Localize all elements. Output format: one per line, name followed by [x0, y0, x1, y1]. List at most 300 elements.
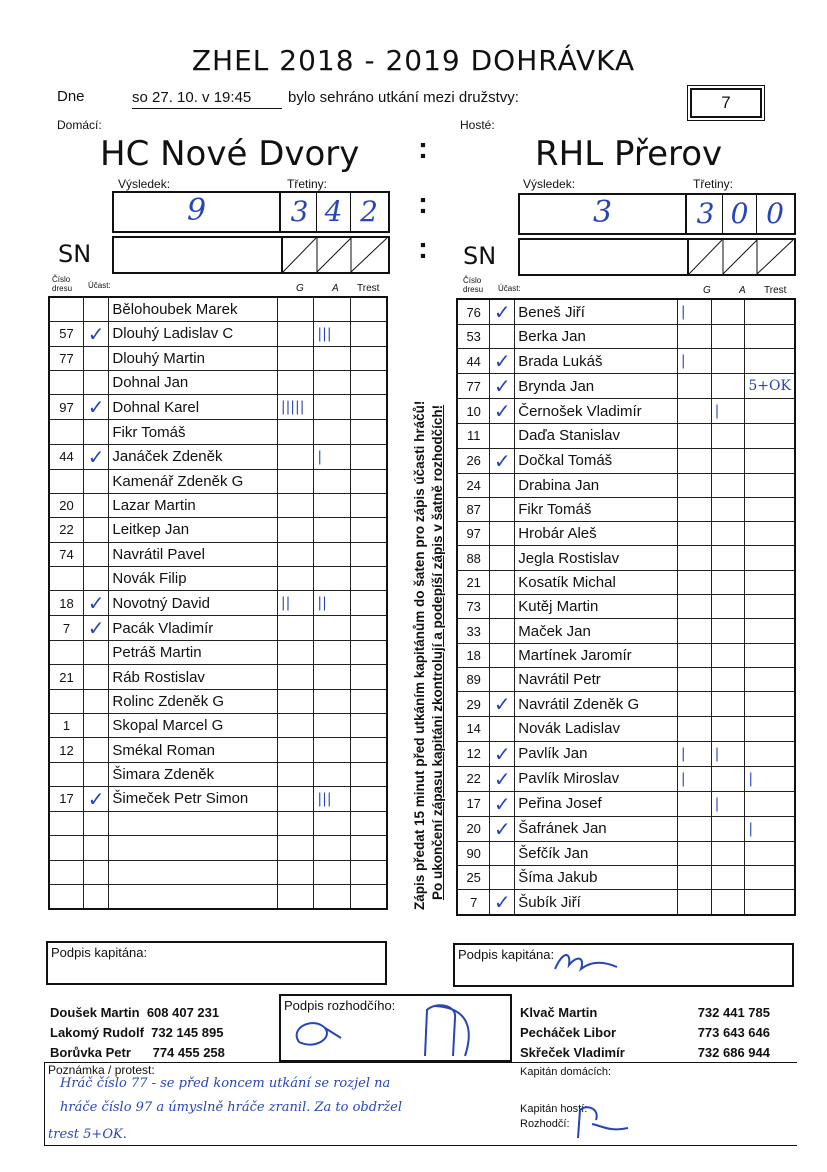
- away-captain-signature-box: [453, 943, 794, 987]
- penalty: [350, 297, 387, 321]
- assists: [711, 497, 745, 521]
- assists: [711, 890, 745, 916]
- jersey-number: 88: [457, 546, 490, 570]
- player-name: Navrátil Pavel: [109, 542, 277, 566]
- penalty: [745, 595, 795, 619]
- away-roster-row: [457, 595, 795, 619]
- away-period-3: 0: [766, 197, 784, 230]
- goals: [677, 667, 711, 691]
- home-roster-row: [49, 836, 387, 860]
- penalty: [745, 791, 795, 816]
- assists: [711, 643, 745, 667]
- jersey-number: 29: [457, 692, 490, 717]
- away-period-2: 0: [723, 195, 757, 233]
- away-periods-label: Třetiny:: [693, 177, 734, 191]
- penalty: [745, 667, 795, 691]
- attendance-mark: [84, 346, 109, 370]
- attendance-mark: [84, 762, 109, 786]
- assists: [314, 811, 351, 835]
- attendance-mark: ✓: [490, 741, 515, 766]
- player-name: Brynda Jan: [515, 374, 678, 399]
- attendance-mark: [490, 717, 515, 741]
- player-name: Novák Ladislav: [515, 717, 678, 741]
- away-roster-row: [457, 766, 795, 791]
- home-roster-row: [49, 860, 387, 884]
- away-roster-row: [457, 667, 795, 691]
- jersey-number: 21: [457, 570, 490, 594]
- goals: [677, 816, 711, 841]
- penalty: [745, 865, 795, 889]
- home-captain-signature-box: [46, 941, 387, 985]
- jersey-number: 7: [49, 616, 84, 641]
- player-name: Hrobár Aleš: [515, 522, 678, 546]
- assists: [711, 816, 745, 841]
- referee-signatures: [285, 998, 505, 1060]
- jersey-number: 90: [457, 841, 490, 865]
- penalty: [350, 738, 387, 762]
- player-name: Kutěj Martin: [515, 595, 678, 619]
- goals: [277, 542, 314, 566]
- player-name: Šimara Zdeněk: [109, 762, 277, 786]
- home-roster-row: [49, 542, 387, 566]
- home-roster-row: [49, 321, 387, 346]
- goals: ||: [277, 591, 314, 616]
- goals: [677, 717, 711, 741]
- penalty: [745, 890, 795, 916]
- home-captain-signature-label: Podpis kapitána:: [51, 945, 148, 960]
- home-roster-table: [48, 296, 388, 910]
- goals: [677, 546, 711, 570]
- penalty: [745, 349, 795, 374]
- attendance-mark: [84, 518, 109, 542]
- goals: [277, 493, 314, 517]
- jersey-number: 18: [49, 591, 84, 616]
- jersey-number: 77: [49, 346, 84, 370]
- attendance-mark: ✓: [490, 349, 515, 374]
- away-roster-row: [457, 399, 795, 424]
- home-roster-row: [49, 714, 387, 738]
- player-name: Martínek Jaromír: [515, 643, 678, 667]
- attendance-mark: [84, 371, 109, 395]
- jersey-number: 74: [49, 542, 84, 566]
- assists: [314, 542, 351, 566]
- penalty: [350, 566, 387, 590]
- home-roster-row: [49, 420, 387, 444]
- contact-row: Lakomý Rudolf 732 145 895: [50, 1025, 224, 1040]
- player-name: Kamenář Zdeněk G: [109, 469, 277, 493]
- penalty: |: [745, 766, 795, 791]
- penalty: [350, 469, 387, 493]
- assists: [314, 689, 351, 713]
- penalty: [350, 884, 387, 908]
- jersey-number: [49, 297, 84, 321]
- penalty: [350, 665, 387, 689]
- assists: [711, 717, 745, 741]
- notes-line-2: hráče číslo 97 a úmyslně hráče zranil. Za to obdržel: [60, 1100, 402, 1115]
- notes-label: Poznámka / protest:: [48, 1063, 155, 1077]
- attendance-mark: ✓: [490, 692, 515, 717]
- penalty: [350, 836, 387, 860]
- penalty: [745, 497, 795, 521]
- player-name: [109, 811, 277, 835]
- away-roster-row: [457, 890, 795, 916]
- penalty: [745, 692, 795, 717]
- separator-colon: :: [418, 232, 428, 265]
- away-score: 3: [592, 195, 613, 230]
- attendance-mark: [84, 469, 109, 493]
- penalty: [350, 714, 387, 738]
- assists: [711, 424, 745, 448]
- penalty: [350, 689, 387, 713]
- player-name: Navrátil Petr: [515, 667, 678, 691]
- jersey-number: [49, 420, 84, 444]
- assists: |: [711, 791, 745, 816]
- attendance-mark: ✓: [84, 591, 109, 616]
- home-roster-row: [49, 346, 387, 370]
- penalty: [350, 371, 387, 395]
- home-roster-row: [49, 591, 387, 616]
- home-roster-row: [49, 786, 387, 811]
- penalty: [745, 717, 795, 741]
- player-name: Novotný David: [109, 591, 277, 616]
- home-col-number: Číslo dresu: [52, 275, 73, 293]
- assists: [711, 448, 745, 473]
- goals: |: [677, 741, 711, 766]
- attendance-mark: [490, 325, 515, 349]
- home-col-g: G: [296, 283, 304, 294]
- goals: [277, 786, 314, 811]
- attendance-mark: [84, 297, 109, 321]
- player-name: Šefčík Jan: [515, 841, 678, 865]
- contact-row: Doušek Martin 608 407 231: [50, 1005, 220, 1020]
- away-roster-row: [457, 816, 795, 841]
- assists: [314, 420, 351, 444]
- goals: [677, 399, 711, 424]
- attendance-mark: [490, 570, 515, 594]
- jersey-number: 18: [457, 643, 490, 667]
- jersey-number: 14: [457, 717, 490, 741]
- penalty: [745, 473, 795, 497]
- home-roster-row: [49, 469, 387, 493]
- penalty: [745, 546, 795, 570]
- assists: [711, 349, 745, 374]
- goals: [677, 374, 711, 399]
- attendance-mark: [490, 619, 515, 643]
- goals: [677, 841, 711, 865]
- player-name: Šíma Jakub: [515, 865, 678, 889]
- home-roster-row: [49, 371, 387, 395]
- assists: [314, 346, 351, 370]
- date-label: Dne: [57, 88, 85, 105]
- player-name: Pavlík Miroslav: [515, 766, 678, 791]
- away-col-number: Číslo dresu: [463, 276, 484, 294]
- goals: [677, 497, 711, 521]
- penalty: [745, 570, 795, 594]
- jersey-number: 24: [457, 473, 490, 497]
- player-name: Šafránek Jan: [515, 816, 678, 841]
- player-name: Drabina Jan: [515, 473, 678, 497]
- home-roster-row: [49, 616, 387, 641]
- attendance-mark: ✓: [490, 448, 515, 473]
- attendance-mark: [84, 542, 109, 566]
- away-roster-row: [457, 865, 795, 889]
- separator-colon: :: [418, 132, 428, 165]
- player-name: Leitkep Jan: [109, 518, 277, 542]
- jersey-number: 97: [49, 395, 84, 420]
- away-captain-label: Kapitán hostí:: [520, 1103, 588, 1115]
- assists: [711, 667, 745, 691]
- jersey-number: 76: [457, 299, 490, 325]
- jersey-number: 22: [49, 518, 84, 542]
- goals: [277, 641, 314, 665]
- away-roster-row: [457, 643, 795, 667]
- assists: [314, 297, 351, 321]
- assists: [314, 884, 351, 908]
- away-sn-label: SN: [463, 242, 497, 270]
- goals: [277, 616, 314, 641]
- player-name: Petráš Martin: [109, 641, 277, 665]
- home-roster-row: [49, 444, 387, 469]
- assists: |: [711, 399, 745, 424]
- goals: |: [677, 349, 711, 374]
- penalty: [745, 299, 795, 325]
- player-name: Fikr Tomáš: [515, 497, 678, 521]
- goals: [677, 570, 711, 594]
- goals: [277, 297, 314, 321]
- home-sn-label: SN: [58, 240, 92, 268]
- attendance-mark: ✓: [84, 444, 109, 469]
- penalty: [350, 542, 387, 566]
- attendance-mark: ✓: [490, 791, 515, 816]
- away-col-attendance: Účast:: [498, 284, 521, 293]
- penalty: [745, 399, 795, 424]
- contact-row: Skřeček Vladimír 732 686 944: [520, 1045, 770, 1060]
- attendance-mark: [490, 643, 515, 667]
- attendance-mark: [490, 546, 515, 570]
- assists: [314, 762, 351, 786]
- attendance-mark: ✓: [84, 786, 109, 811]
- jersey-number: 89: [457, 667, 490, 691]
- assists: [711, 619, 745, 643]
- assists: [711, 841, 745, 865]
- player-name: [109, 884, 277, 908]
- jersey-number: 17: [457, 791, 490, 816]
- goals: |: [677, 299, 711, 325]
- assists: [711, 766, 745, 791]
- away-roster-row: [457, 570, 795, 594]
- player-name: Lazar Martin: [109, 493, 277, 517]
- home-team-name: HC Nové Dvory: [100, 134, 360, 174]
- home-roster-row: [49, 884, 387, 908]
- player-name: Pacák Vladimír: [109, 616, 277, 641]
- away-roster-row: [457, 741, 795, 766]
- goals: [277, 321, 314, 346]
- notes-line-3: trest 5+OK.: [48, 1127, 127, 1142]
- penalty: [745, 619, 795, 643]
- goals: [277, 738, 314, 762]
- away-result-label: Výsledek:: [523, 177, 576, 191]
- penalty: [350, 591, 387, 616]
- home-roster-row: [49, 518, 387, 542]
- attendance-mark: [84, 566, 109, 590]
- away-roster-row: [457, 497, 795, 521]
- away-roster-row: [457, 473, 795, 497]
- jersey-number: 22: [457, 766, 490, 791]
- away-roster-row: [457, 791, 795, 816]
- player-name: Kosatík Michal: [515, 570, 678, 594]
- home-period-3: 2: [360, 195, 378, 228]
- away-captain-signature-label: Podpis kapitána:: [458, 947, 555, 962]
- penalty: |: [745, 816, 795, 841]
- goals: [277, 884, 314, 908]
- referee-initials-signature: [572, 1104, 632, 1140]
- contacts-right: [520, 1003, 770, 1063]
- penalty: [350, 641, 387, 665]
- player-name: Dohnal Jan: [109, 371, 277, 395]
- attendance-mark: [84, 641, 109, 665]
- notes-line-1: Hráč číslo 77 - se před koncem utkání se rozjel na: [60, 1076, 391, 1091]
- jersey-number: [49, 371, 84, 395]
- goals: [677, 692, 711, 717]
- date-value: so 27. 10. v 19:45: [132, 89, 282, 109]
- goals: [277, 811, 314, 835]
- player-name: Pavlík Jan: [515, 741, 678, 766]
- assists: [314, 836, 351, 860]
- assists: [711, 522, 745, 546]
- assists: [314, 518, 351, 542]
- jersey-number: [49, 762, 84, 786]
- player-name: Ráb Rostislav: [109, 665, 277, 689]
- home-captain-label: Kapitán domácích:: [520, 1066, 612, 1078]
- assists: [314, 714, 351, 738]
- player-name: Daďa Stanislav: [515, 424, 678, 448]
- jersey-number: 57: [49, 321, 84, 346]
- player-name: Smékal Roman: [109, 738, 277, 762]
- assists: |||: [314, 786, 351, 811]
- home-result-label: Výsledek:: [118, 177, 171, 191]
- jersey-number: 7: [457, 890, 490, 916]
- assists: [314, 641, 351, 665]
- attendance-mark: ✓: [490, 299, 515, 325]
- jersey-number: 1: [49, 714, 84, 738]
- player-name: Dohnal Karel: [109, 395, 277, 420]
- penalty: [745, 643, 795, 667]
- player-name: [109, 860, 277, 884]
- attendance-mark: ✓: [490, 890, 515, 916]
- goals: [677, 522, 711, 546]
- jersey-number: 26: [457, 448, 490, 473]
- attendance-mark: [84, 493, 109, 517]
- home-col-trest: Trest: [357, 283, 380, 294]
- contact-row: Klvač Martin 732 441 785: [520, 1005, 770, 1020]
- player-name: Rolinc Zdeněk G: [109, 689, 277, 713]
- penalty: 5+OK: [745, 374, 795, 399]
- attendance-mark: [84, 689, 109, 713]
- contact-row: Borůvka Petr 774 455 258: [50, 1045, 225, 1060]
- assists: [711, 692, 745, 717]
- jersey-number: [49, 836, 84, 860]
- attendance-mark: [84, 884, 109, 908]
- assists: |||: [314, 321, 351, 346]
- attendance-mark: [84, 738, 109, 762]
- goals: [677, 424, 711, 448]
- attendance-mark: ✓: [84, 616, 109, 641]
- jersey-number: 17: [49, 786, 84, 811]
- penalty: [350, 860, 387, 884]
- contacts-left: [50, 1003, 225, 1063]
- jersey-number: [49, 566, 84, 590]
- referee-signature-box: [279, 994, 512, 1062]
- assists: [711, 299, 745, 325]
- player-name: Skopal Marcel G: [109, 714, 277, 738]
- home-roster-row: [49, 738, 387, 762]
- penalty: [350, 518, 387, 542]
- assists: |: [314, 444, 351, 469]
- player-name: Dlouhý Ladislav C: [109, 321, 277, 346]
- home-label: Domácí:: [57, 118, 102, 132]
- referees-label: Rozhodčí:: [520, 1118, 570, 1130]
- vertical-note-2: Po ukončení zápasu kapitáni zkontrolují a podepíší zápis v šatně rozhodčích!: [430, 404, 445, 900]
- assists: [314, 738, 351, 762]
- penalty: [350, 395, 387, 420]
- attendance-mark: [490, 473, 515, 497]
- jersey-number: 73: [457, 595, 490, 619]
- goals: [277, 444, 314, 469]
- home-roster-row: [49, 762, 387, 786]
- penalty: [350, 616, 387, 641]
- jersey-number: 97: [457, 522, 490, 546]
- goals: |: [677, 766, 711, 791]
- goals: [277, 518, 314, 542]
- jersey-number: 53: [457, 325, 490, 349]
- attendance-mark: [84, 811, 109, 835]
- goals: [277, 689, 314, 713]
- goals: [277, 762, 314, 786]
- player-name: Maček Jan: [515, 619, 678, 643]
- away-roster-row: [457, 374, 795, 399]
- assists: [314, 665, 351, 689]
- home-period-1: 3: [283, 193, 317, 231]
- home-sn-slashes: [283, 238, 388, 272]
- home-col-a: A: [332, 283, 339, 294]
- goals: [677, 595, 711, 619]
- assists: [711, 546, 745, 570]
- assists: [314, 371, 351, 395]
- away-roster-row: [457, 546, 795, 570]
- home-roster-row: [49, 811, 387, 835]
- goals: [277, 566, 314, 590]
- player-name: Dočkal Tomáš: [515, 448, 678, 473]
- goals: [277, 665, 314, 689]
- jersey-number: [49, 641, 84, 665]
- referee-signature-label: Podpis rozhodčího:: [284, 998, 396, 1013]
- attendance-mark: [490, 841, 515, 865]
- player-name: Novák Filip: [109, 566, 277, 590]
- goals: [277, 346, 314, 370]
- attendance-mark: [84, 714, 109, 738]
- penalty: [350, 444, 387, 469]
- penalty: [350, 762, 387, 786]
- penalty: [745, 325, 795, 349]
- assists: |: [711, 741, 745, 766]
- player-name: Bělohoubek Marek: [109, 297, 277, 321]
- jersey-number: 12: [457, 741, 490, 766]
- attendance-mark: [490, 865, 515, 889]
- away-col-a: A: [739, 285, 746, 296]
- jersey-number: [49, 811, 84, 835]
- penalty: [745, 522, 795, 546]
- attendance-mark: [490, 667, 515, 691]
